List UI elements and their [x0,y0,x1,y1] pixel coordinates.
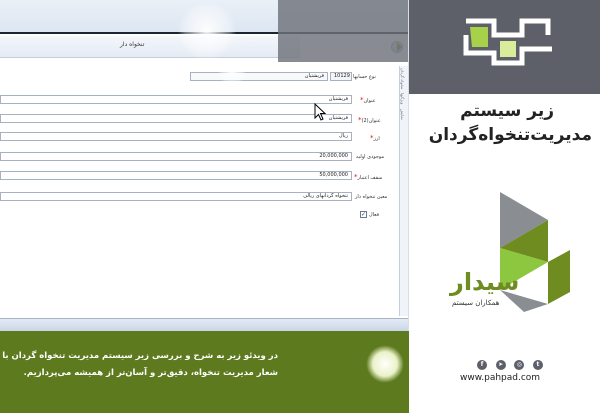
form-label-petty-account: معین تنخواه دار [355,194,388,200]
brand-tagline: همکاران سیستم [452,299,500,307]
side-tab-view[interactable]: نمایش [400,108,405,120]
petty-account-select[interactable]: تنخواه گردانهای ریالی [0,192,352,201]
subsystem-line1: زیر سیستم [460,101,554,121]
side-tab-props[interactable]: ویژگیها [400,93,405,105]
header-overlay [278,0,409,62]
light-flare [178,2,236,60]
form-label-title2: عنوان(2)* [358,116,381,124]
subsystem-line2: مدیریت‌تنخواه‌گردان [428,125,592,145]
code-value: 10129 [330,72,352,81]
light-flare-small [218,58,246,86]
title-input[interactable]: فریشتیان [0,95,352,104]
subsystem-title [422,100,592,148]
banner-flare [366,345,404,383]
website-link[interactable]: www.pahpad.com [460,373,541,383]
brand-name: سیدار [450,268,520,296]
mouse-cursor-icon [314,103,326,121]
active-checkbox[interactable]: ✓ [361,211,367,218]
code-label: نوع حسابها [353,74,376,80]
form-label-credit-limit: سقف اعتبار* [354,173,383,181]
title2-input[interactable]: فریشتیان [0,114,352,123]
form-label-title: عنوان* [360,96,376,104]
form-label-currency: ارز* [370,134,380,142]
credit-limit-input[interactable]: 50,000,000 [0,171,352,180]
instagram-icon[interactable]: ◎ [514,360,524,370]
social-links [477,360,543,370]
side-tabs [399,66,409,316]
twitter-icon[interactable]: t [533,360,543,370]
opening-balance-input[interactable]: 20,000,000 [0,152,352,161]
window-title-bar [0,36,300,58]
app-status-bar [0,318,409,331]
active-label: فعال [369,212,379,218]
form-label-opening-balance: موجودی اولیه [356,154,385,160]
currency-select[interactable]: ریال [0,132,352,141]
pahpad-logo-icon [452,13,562,69]
telegram-icon[interactable]: ➤ [496,360,506,370]
facebook-icon[interactable]: f [477,360,487,370]
side-tab-petty[interactable]: تنخواه گردان [400,68,405,90]
code-name-field: فریشتیان [190,72,328,81]
window-title: تنخواه دار [120,41,145,48]
